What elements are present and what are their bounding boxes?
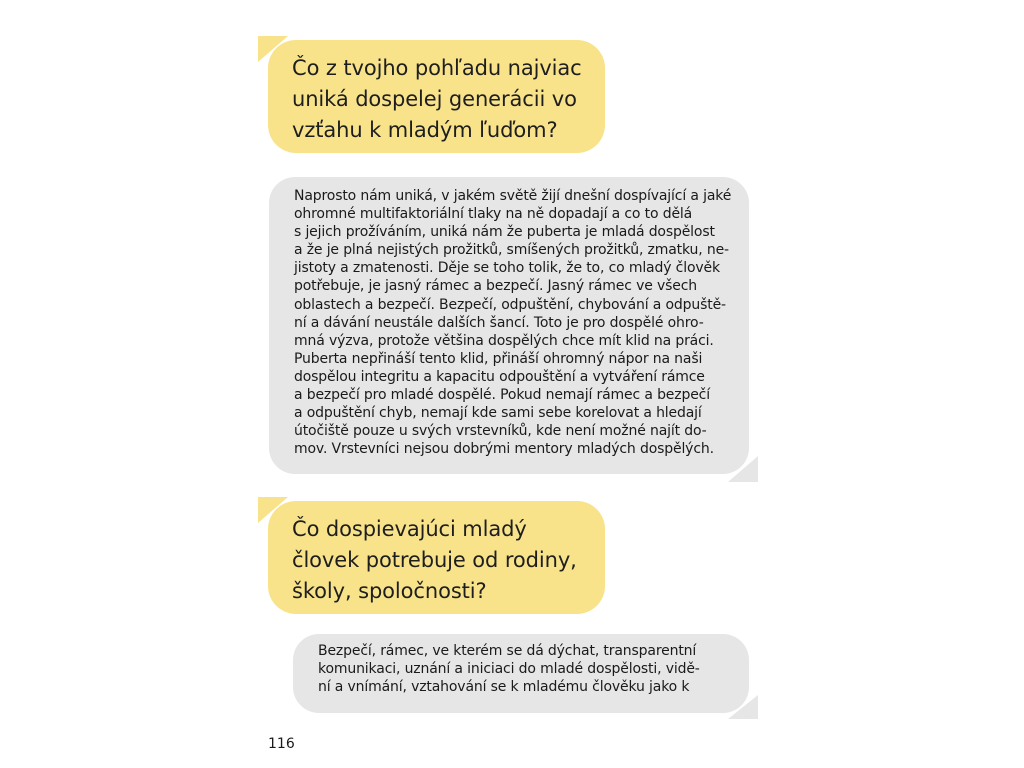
question-bubble-2 [268,501,605,614]
question-line: školy, spoločnosti? [292,579,487,603]
answer-line: a že je plná nejistých prožitků, smíšených prožitků, zmatku, ne- [294,242,729,259]
question-line: Čo z tvojho pohľadu najviac [292,56,582,80]
answer-line: mov. Vrstevníci nejsou dobrými mentory mladých dospělých. [294,441,714,458]
answer-bubble-2 [293,634,749,713]
question-line: uniká dospelej generácii vo [292,87,577,111]
question-line: vzťahu k mladým ľuďom? [292,118,558,142]
answer-line: Naprosto nám uniká, v jakém světě žijí dnešní dospívající a jaké [294,188,732,204]
answer-line: komunikaci, uznání a iniciaci do mladé dospělosti, vidě- [318,661,700,678]
answer-line: jistoty a zmatenosti. Děje se toho tolik, že to, co mladý člověk [294,260,720,277]
answer-line: a bezpečí pro mladé dospělé. Pokud nemají rámec a bezpečí [294,387,710,404]
answer-line: ní a dávání neustále dalších šancí. Toto je pro dospělé ohro- [294,314,704,331]
question-bubble-1 [268,40,605,153]
answer-line: ní a vnímání, vztahování se k mladému člověku jako k [318,679,690,696]
answer-bubble-1 [269,177,749,474]
answer-line: oblastech a bezpečí. Bezpečí, odpuštění, chybování a odpuště- [294,296,726,313]
answer-line: Bezpečí, rámec, ve kterém se dá dýchat, transparentní [318,643,697,659]
answer-line: Puberta nepřináší tento klid, přináší ohromný nápor na naši [294,350,703,367]
answer-line: s jejich prožíváním, uniká nám že puberta je mladá dospělost [294,224,715,241]
question-line: Čo dospievajúci mladý [292,517,527,541]
answer-line: mná výzva, protože většina dospělých chce mít klid na práci. [294,332,714,349]
answer-line: dospělou integritu a kapacitu odpouštění a vytváření rámce [294,368,705,385]
answer-line: a odpuštění chyb, nemají kde sami sebe korelovat a hledají [294,405,702,422]
answer-line: potřebuje, je jasný rámec a bezpečí. Jasný rámec ve všech [294,278,697,295]
question-line: človek potrebuje od rodiny, [292,548,577,572]
answer-line: ohromné multifaktoriální tlaky na ně dopadají a co to dělá [294,206,693,223]
answer-line: útočiště pouze u svých vrstevníků, kde není možné najít do- [294,423,707,440]
page-number: 116 [268,736,295,752]
